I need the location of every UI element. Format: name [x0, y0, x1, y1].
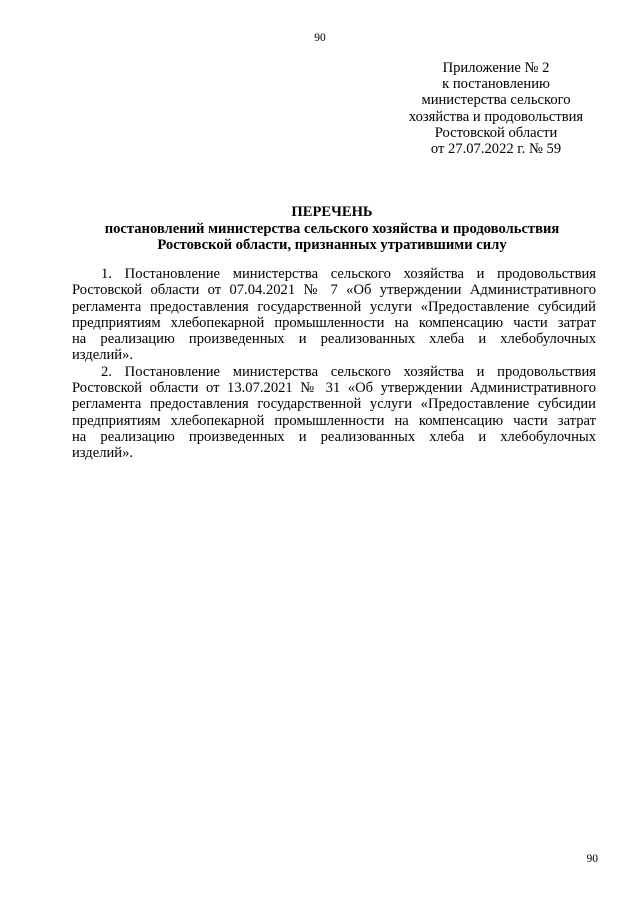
page-number-bottom: 90	[586, 853, 598, 865]
appendix-line: к постановлению	[442, 76, 550, 93]
document-body	[72, 266, 596, 462]
paragraph-line: регламента предоставления государственной услуги «Предоставление субсидии	[72, 396, 596, 413]
paragraph-line: 2. Постановление министерства сельского хозяйства и продовольствия	[101, 363, 596, 380]
paragraph-line: изделий».	[72, 445, 134, 462]
paragraph-line: Ростовской области от 13.07.2021 № 31 «Об утверждении Административного	[72, 380, 596, 397]
appendix-line: министерства сельского	[421, 92, 571, 109]
list-item	[72, 364, 596, 462]
paragraph-line: предприятиям хлебопекарной промышленности на компенсацию части затрат	[72, 412, 596, 429]
page-number-top: 90	[314, 32, 326, 44]
appendix-line: Приложение № 2	[442, 60, 550, 76]
paragraph-line: предприятиям хлебопекарной промышленности на компенсацию части затрат	[72, 314, 596, 331]
appendix-line: Ростовской области	[434, 124, 558, 141]
appendix-block	[386, 60, 606, 157]
paragraph-line: Ростовской области от 07.04.2021 № 7 «Об утверждении Административного	[72, 282, 596, 299]
paragraph-line: регламента предоставления государственной услуги «Предоставление субсидий	[72, 298, 596, 315]
document-title: ПЕРЕЧЕНЬ	[291, 204, 373, 220]
document-subtitle: постановлений министерства сельского хозяйства и продовольствия	[104, 220, 560, 237]
appendix-line: от 27.07.2022 г. № 59	[430, 141, 562, 158]
paragraph-line: на реализацию произведенных и реализованных хлеба и хлебобулочных	[72, 331, 596, 348]
document-heading	[0, 204, 640, 254]
appendix-line: хозяйства и продовольствия	[408, 108, 584, 125]
paragraph-line: изделий».	[72, 347, 134, 364]
paragraph-line: на реализацию произведенных и реализованных хлеба и хлебобулочных	[72, 428, 596, 445]
list-item	[72, 266, 596, 364]
paragraph-line: 1. Постановление министерства сельского хозяйства и продовольствия	[101, 266, 596, 282]
document-subtitle: Ростовской области, признанных утратившими силу	[157, 237, 507, 254]
